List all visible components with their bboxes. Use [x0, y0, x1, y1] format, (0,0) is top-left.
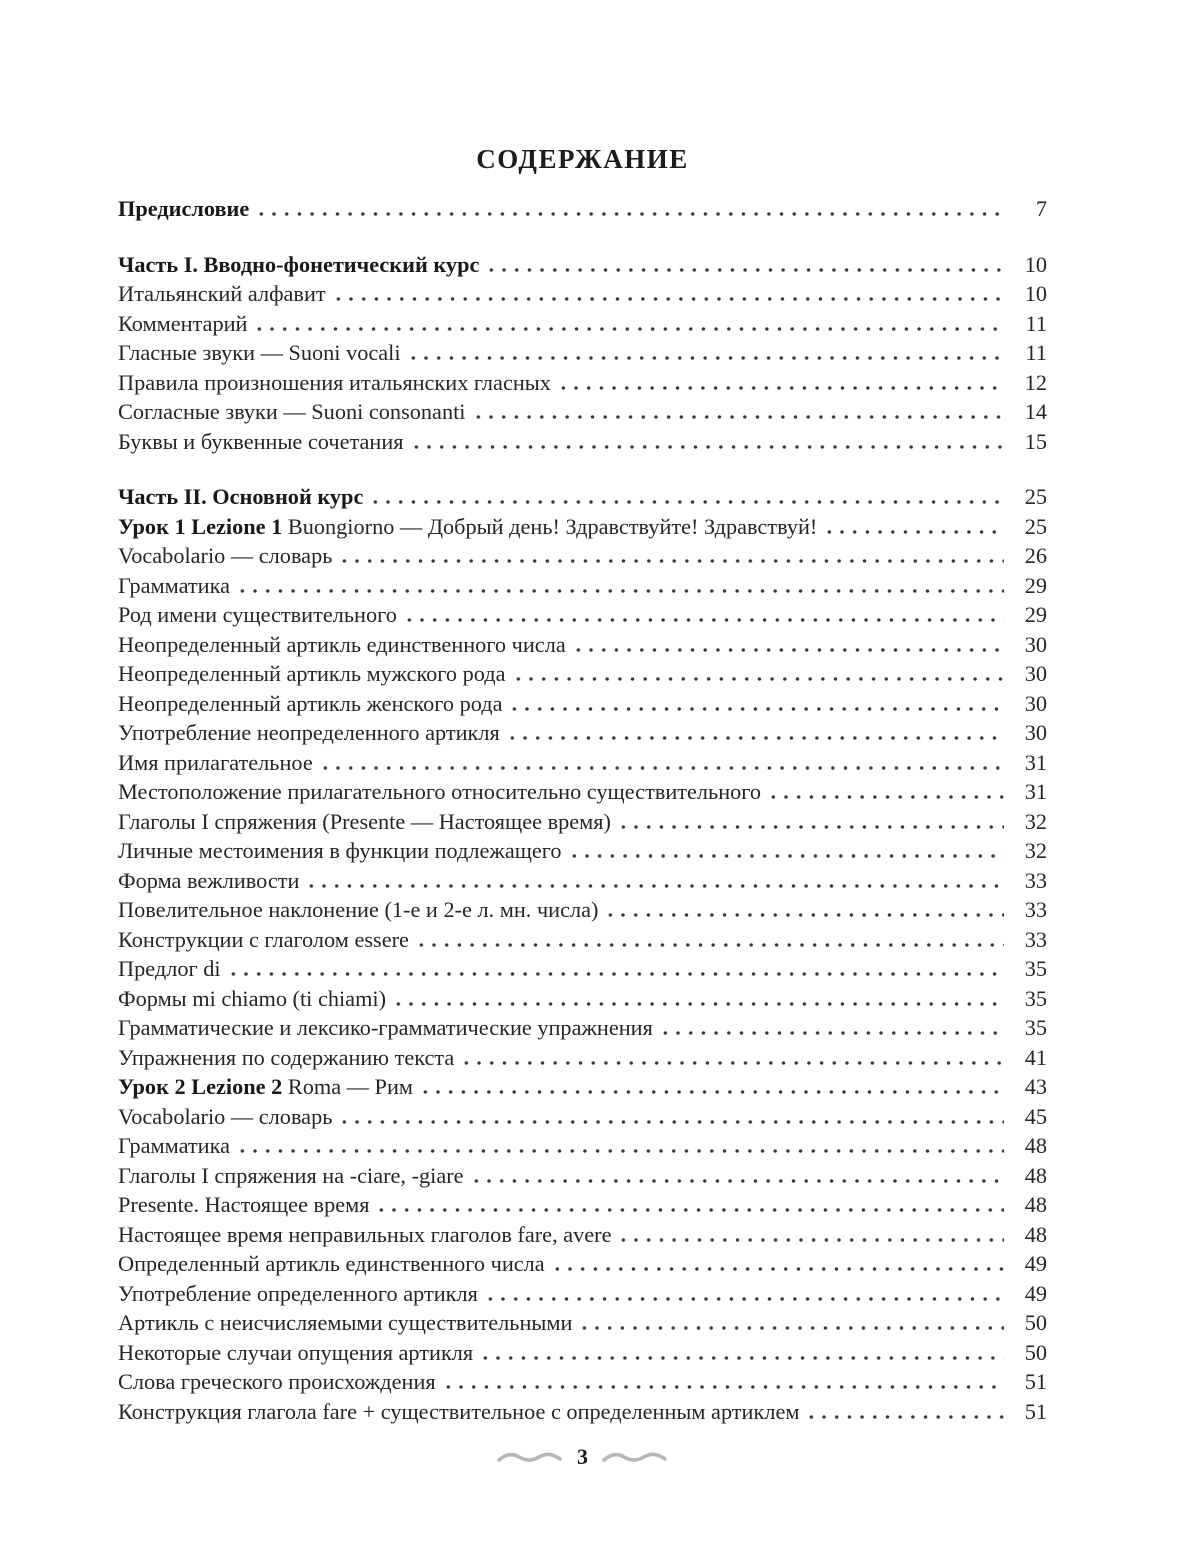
- toc-entry: [118, 1220, 1047, 1250]
- toc-entry-page: 12: [1024, 369, 1047, 395]
- dot-leader: [392, 1002, 1004, 1006]
- toc-entry: [118, 512, 1047, 542]
- dot-leader: [253, 327, 1004, 331]
- dot-leader: [403, 618, 1004, 622]
- toc-entry: [118, 309, 1047, 339]
- toc-entry-page: 51: [1024, 1369, 1047, 1394]
- dot-leader: [604, 913, 1004, 917]
- toc-entry-label: Местоположение прилагательного относительно существительного: [118, 779, 762, 804]
- toc-entry-page: 32: [1024, 838, 1047, 863]
- dot-leader: [485, 268, 1004, 272]
- toc-entry-label: Глаголы I спряжения на -ciare, -giare: [118, 1162, 464, 1188]
- toc-entry-label: Род имени существительного: [118, 602, 397, 627]
- dot-leader: [767, 795, 1004, 799]
- toc-entry-page: 51: [1024, 1398, 1047, 1424]
- toc-entry-page: 48: [1024, 1133, 1047, 1158]
- toc-entry-label: Неопределенный артикль единственного числа: [118, 631, 566, 657]
- toc-entry-page: 32: [1024, 808, 1047, 834]
- toc-entry-label: Урок 2 Lezione 2 Roma — Рим: [118, 1074, 413, 1099]
- toc-entry-page: 29: [1024, 572, 1047, 598]
- toc-entry: [118, 482, 1047, 512]
- toc-list: [118, 194, 1047, 1426]
- toc-entry-label: Предисловие: [118, 196, 250, 221]
- folio-page-number: 3: [577, 1444, 588, 1469]
- toc-entry-label: Согласные звуки — Suoni consonanti: [118, 399, 466, 424]
- toc-entry-page: 29: [1024, 602, 1047, 627]
- toc-entry-page: 33: [1024, 926, 1047, 952]
- toc-entry: [118, 807, 1047, 837]
- toc-entry-label: Слова греческого происхождения: [118, 1369, 436, 1394]
- toc-entry-label: Комментарий: [118, 310, 248, 336]
- dot-leader: [508, 707, 1004, 711]
- toc-entry-page: 48: [1024, 1192, 1047, 1217]
- toc-entry-label: Часть I. Вводно-фонетический курс: [118, 251, 480, 277]
- toc-entry: [118, 1190, 1047, 1220]
- toc-entry: [118, 1397, 1047, 1427]
- dot-leader: [512, 677, 1005, 681]
- toc-entry-label: Формы mi chiamo (ti chiami): [118, 985, 387, 1011]
- dot-leader: [419, 1090, 1004, 1094]
- dot-leader: [805, 1415, 1004, 1419]
- toc-entry-page: 45: [1024, 1103, 1047, 1129]
- page-title: СОДЕРЖАНИЕ: [476, 144, 689, 174]
- dot-leader: [659, 1031, 1004, 1035]
- toc-entry: [118, 397, 1047, 427]
- toc-entry-page: 35: [1024, 956, 1047, 981]
- toc-entry: [118, 1013, 1047, 1043]
- toc-entry-label: Артикль с неисчисляемыми существительными: [118, 1310, 573, 1335]
- toc-entry-page: 15: [1024, 428, 1047, 454]
- toc-entry: [118, 925, 1047, 955]
- toc-entry: [118, 194, 1047, 224]
- toc-entry-label: Часть II. Основной курс: [118, 484, 364, 509]
- toc-entry-label: Presente. Настоящее время: [118, 1192, 370, 1217]
- dot-leader: [305, 884, 1004, 888]
- toc-entry-label: Повелительное наклонение (1-е и 2-е л. мн. числа): [118, 897, 599, 922]
- toc-entry-page: 14: [1024, 399, 1047, 424]
- wave-ornament-left-icon: [497, 1450, 563, 1464]
- toc-entry-label: Имя прилагательное: [118, 749, 313, 775]
- dot-leader: [572, 648, 1004, 652]
- dot-leader: [460, 1061, 1004, 1065]
- toc-entry: [118, 1131, 1047, 1161]
- toc-entry: [118, 1161, 1047, 1191]
- toc-entry-label: Гласные звуки — Suoni vocali: [118, 340, 401, 365]
- toc-entry: [118, 1043, 1047, 1073]
- dot-leader: [375, 1208, 1004, 1212]
- toc-entry: [118, 1308, 1047, 1338]
- toc-entry-label: Форма вежливости: [118, 867, 300, 893]
- toc-entry: [118, 718, 1047, 748]
- toc-entry-label: Употребление неопределенного артикля: [118, 720, 500, 745]
- toc-entry-label: Личные местоимения в функции подлежащего: [118, 838, 562, 863]
- toc-entry-label: Итальянский алфавит: [118, 281, 326, 306]
- dot-leader: [319, 766, 1004, 770]
- toc-entry-label: Неопределенный артикль женского рода: [118, 690, 503, 716]
- toc-entry-page: 25: [1024, 513, 1047, 539]
- toc-entry: [118, 777, 1047, 807]
- dot-leader: [506, 736, 1004, 740]
- dot-leader: [415, 943, 1004, 947]
- toc-entry-page: 10: [1024, 281, 1047, 306]
- toc-entry: [118, 541, 1047, 571]
- toc-entry-page: 35: [1024, 985, 1047, 1011]
- toc-entry: [118, 836, 1047, 866]
- toc-entry: [118, 1249, 1047, 1279]
- toc-entry-page: 50: [1024, 1310, 1047, 1335]
- toc-entry: [118, 866, 1047, 896]
- toc-entry-page: 30: [1024, 661, 1047, 686]
- dot-leader: [227, 972, 1004, 976]
- toc-entry-page: 11: [1025, 340, 1047, 365]
- toc-entry-page: 33: [1024, 867, 1047, 893]
- dot-leader: [557, 386, 1004, 390]
- toc-entry-page: 31: [1024, 749, 1047, 775]
- toc-entry-label: Грамматика: [118, 1133, 230, 1158]
- toc-entry: [118, 1072, 1047, 1102]
- dot-leader: [332, 297, 1004, 301]
- toc-entry-label: Неопределенный артикль мужского рода: [118, 661, 506, 686]
- dot-leader: [551, 1267, 1004, 1271]
- toc-entry: [118, 630, 1047, 660]
- toc-entry: [118, 689, 1047, 719]
- wave-ornament-right-icon: [602, 1450, 668, 1464]
- toc-entry-page: 49: [1024, 1251, 1047, 1276]
- toc-entry-label: Vocabolario — словарь: [118, 543, 333, 568]
- toc-entry: [118, 368, 1047, 398]
- toc-entry: [118, 1338, 1047, 1368]
- dot-leader: [442, 1385, 1004, 1389]
- toc-entry-page: 31: [1024, 779, 1047, 804]
- dot-leader: [338, 1120, 1004, 1124]
- toc-entry: [118, 954, 1047, 984]
- toc-entry-page: 50: [1024, 1339, 1047, 1365]
- toc-entry-label: Некоторые случаи опущения артикля: [118, 1339, 474, 1365]
- toc-entry-label: Грамматические и лексико-грамматические упражнения: [118, 1015, 653, 1040]
- dot-leader: [407, 356, 1004, 360]
- toc-entry-label: Урок 1 Lezione 1 Buongiorno — Добрый день! Здравствуйте! Здравствуй!: [118, 513, 818, 539]
- toc-entry-page: 48: [1024, 1162, 1047, 1188]
- dot-leader: [484, 1297, 1004, 1301]
- dot-leader: [578, 1326, 1004, 1330]
- toc-entry-label: Грамматика: [118, 572, 230, 598]
- toc-entry: [118, 338, 1047, 368]
- toc-entry: [118, 571, 1047, 601]
- toc-entry-page: 49: [1024, 1280, 1047, 1306]
- dot-leader: [617, 1238, 1004, 1242]
- toc-entry-page: 10: [1024, 251, 1047, 277]
- toc-entry-label: Глаголы I спряжения (Presente — Настоящее время): [118, 808, 611, 834]
- page-footer: [118, 1446, 1047, 1468]
- dot-leader: [255, 212, 1004, 216]
- toc-entry: [118, 1279, 1047, 1309]
- toc-entry-label: Предлог di: [118, 956, 221, 981]
- toc-entry-page: 25: [1024, 484, 1047, 509]
- toc-entry: [118, 659, 1047, 689]
- toc-entry-page: 33: [1024, 897, 1047, 922]
- toc-entry-label: Буквы и буквенные сочетания: [118, 428, 404, 454]
- toc-entry: [118, 1102, 1047, 1132]
- toc-entry: [118, 600, 1047, 630]
- toc-entry-page: 30: [1024, 690, 1047, 716]
- toc-entry-label: Упражнения по содержанию текста: [118, 1044, 455, 1070]
- toc-content: [118, 142, 1047, 1426]
- toc-entry-page: 30: [1024, 631, 1047, 657]
- toc-entry-page: 43: [1024, 1074, 1047, 1099]
- toc-entry-page: 30: [1024, 720, 1047, 745]
- dot-leader: [479, 1356, 1004, 1360]
- dot-leader: [410, 445, 1004, 449]
- toc-entry-page: 26: [1024, 543, 1047, 568]
- toc-entry-label: Vocabolario — словарь: [118, 1103, 333, 1129]
- toc-entry-page: 41: [1024, 1044, 1047, 1070]
- dot-leader: [369, 500, 1004, 504]
- toc-entry: [118, 984, 1047, 1014]
- toc-entry-label: Конструкция глагола fare + существительное с определенным артиклем: [118, 1398, 800, 1424]
- toc-entry-page: 7: [1035, 196, 1047, 221]
- dot-leader: [236, 1149, 1004, 1153]
- toc-entry-label: Правила произношения итальянских гласных: [118, 369, 551, 395]
- toc-entry-label: Определенный артикль единственного числа: [118, 1251, 545, 1276]
- dot-leader: [823, 530, 1004, 534]
- toc-entry-label: Употребление определенного артикля: [118, 1280, 478, 1306]
- toc-entry: [118, 748, 1047, 778]
- toc-entry-page: 48: [1024, 1221, 1047, 1247]
- dot-leader: [568, 854, 1004, 858]
- toc-entry-page: 35: [1024, 1015, 1047, 1040]
- toc-entry-page: 11: [1025, 310, 1047, 336]
- dot-leader: [338, 559, 1004, 563]
- toc-entry: [118, 279, 1047, 309]
- dot-leader: [236, 589, 1004, 593]
- toc-entry: [118, 895, 1047, 925]
- dot-leader: [470, 1179, 1004, 1183]
- toc-entry: [118, 250, 1047, 280]
- toc-entry: [118, 1367, 1047, 1397]
- dot-leader: [472, 415, 1005, 419]
- dot-leader: [617, 825, 1004, 829]
- toc-entry: [118, 427, 1047, 457]
- toc-entry-label: Конструкции с глаголом essere: [118, 926, 409, 952]
- toc-entry-label: Настоящее время неправильных глаголов fare, avere: [118, 1221, 612, 1247]
